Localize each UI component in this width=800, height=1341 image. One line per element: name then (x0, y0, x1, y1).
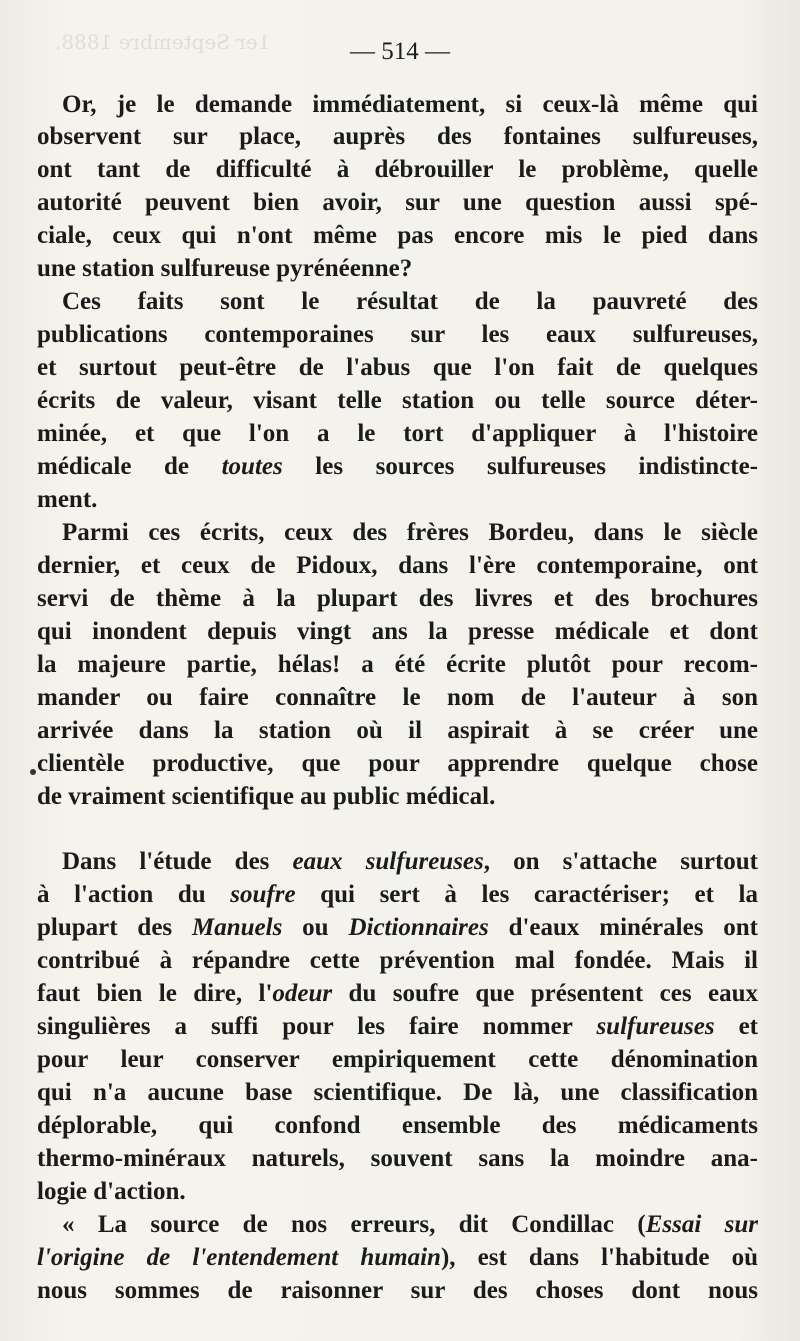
text-line: arrivée dans la station où il aspirait à se créer une (37, 717, 758, 744)
text-line: Ces faits sont le résultat de la pauvreté des (62, 288, 758, 315)
text-line: Parmi ces écrits, ceux des frères Bordeu, dans le siècle (62, 519, 758, 546)
text-line: l'origine de l'entendement humain), est dans l'habitude où (37, 1244, 758, 1271)
text-line: Dans l'étude des eaux sulfureuses, on s'attache surtout (62, 848, 759, 875)
text-line: la majeure partie, hélas! a été écrite plutôt pour recom- (37, 651, 758, 678)
text-line: qui inondent depuis vingt ans la presse médicale et dont (37, 618, 758, 645)
text-line: clientèle productive, que pour apprendre quelque chose (37, 750, 758, 777)
text-line: dernier, et ceux de Pidoux, dans l'ère contemporaine, ont (37, 552, 758, 579)
text-line: médicale de toutes les sources sulfureuses indistincte- (37, 453, 758, 480)
text-line: qui n'a aucune base scientifique. De là, une classification (37, 1079, 758, 1106)
text-line: logie d'action. (37, 1178, 186, 1205)
page-number: — 514 — (350, 38, 450, 65)
text-line: nous sommes de raisonner sur des choses dont nous (37, 1277, 758, 1304)
text-line: minée, et que l'on a le tort d'appliquer à l'histoire (37, 420, 758, 447)
text-line: servi de thème à la plupart des livres et des brochures (37, 585, 758, 612)
text-line: écrits de valeur, visant telle station ou telle source déter- (37, 387, 758, 414)
text-line: Or, je le demande immédiatement, si ceux-là même qui (62, 91, 758, 118)
text-line: « La source de nos erreurs, dit Condillac (Essai sur (62, 1211, 758, 1238)
text-line: faut bien le dire, l'odeur du soufre que présentent ces eaux (37, 980, 758, 1007)
text-line: observent sur place, auprès des fontaines sulfureuses, (37, 123, 758, 150)
text-line: pour leur conserver empiriquement cette dénomination (37, 1046, 758, 1073)
ink-speck (30, 769, 36, 775)
text-line: à l'action du soufre qui sert à les caractériser; et la (37, 881, 758, 908)
text-line: et surtout peut-être de l'abus que l'on fait de quelques (37, 354, 758, 381)
text-line: thermo-minéraux naturels, souvent sans la moindre ana- (37, 1145, 758, 1172)
text-line: singulières a suffi pour les faire nommer sulfureuses et (37, 1013, 759, 1040)
text-line: de vraiment scientifique au public médical. (37, 783, 496, 810)
bleed-through-header: 1er Septembre 1888. (55, 30, 271, 54)
text-line: ment. (37, 486, 98, 513)
text-line: autorité peuvent bien avoir, sur une question aussi spé- (37, 189, 758, 216)
text-line: mander ou faire connaître le nom de l'auteur à son (37, 684, 758, 711)
text-line: déplorable, qui confond ensemble des médicaments (37, 1112, 758, 1139)
text-line: ciale, ceux qui n'ont même pas encore mis le pied dans (37, 222, 758, 249)
text-line: contribué à répandre cette prévention mal fondée. Mais il (37, 947, 758, 974)
text-line: ont tant de difficulté à débrouiller le problème, quelle (37, 156, 758, 183)
text-line: une station sulfureuse pyrénéenne? (37, 255, 413, 282)
text-line: plupart des Manuels ou Dictionnaires d'eaux minérales ont (37, 914, 759, 941)
text-line: publications contemporaines sur les eaux sulfureuses, (37, 321, 758, 348)
